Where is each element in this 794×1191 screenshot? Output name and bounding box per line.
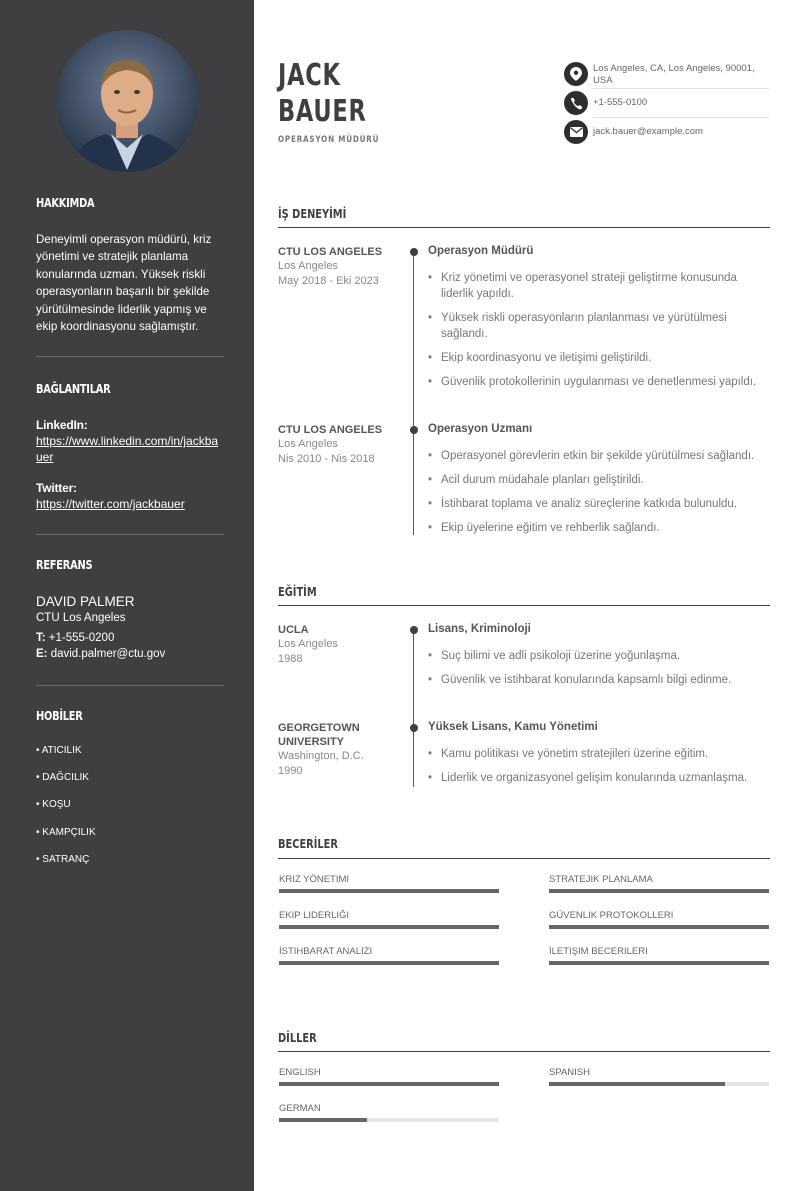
hobby-item: • ATICILIK — [36, 745, 82, 756]
skills-heading: BECERİLER — [278, 837, 338, 851]
reference-heading: REFERANS — [36, 558, 93, 572]
education-timeline — [413, 629, 414, 787]
skill-bar-fill — [549, 961, 769, 965]
education-bullet: • Kamu politikası ve yönetim stratejileri üzerine eğitim. — [428, 746, 768, 762]
skill-bar-fill — [549, 889, 769, 893]
hobby-item: • DAĞCILIK — [36, 772, 89, 783]
job-role: OPERASYON MÜDÜRÜ — [278, 135, 380, 145]
education-bullet: • Suç bilimi ve adli psikoloji üzerine yoğunlaşma. — [428, 648, 768, 664]
timeline-dot — [410, 248, 418, 256]
education-title: Yüksek Lisans, Kamu Yönetimi — [428, 721, 598, 733]
sidebar — [0, 0, 254, 1191]
skill-bar — [279, 925, 499, 929]
reference-phone-label: T: — [36, 632, 46, 644]
skill-label: KRIZ YÖNETIMI — [279, 874, 350, 885]
language-bar — [279, 1082, 499, 1086]
education-dates: 1988 — [278, 653, 303, 665]
timeline-dot — [410, 626, 418, 634]
language-bar — [279, 1118, 499, 1122]
sidebar-divider — [36, 685, 224, 686]
experience-org: CTU LOS ANGELES — [278, 246, 383, 258]
reference-name: DAVID PALMER — [36, 594, 135, 609]
section-divider — [278, 1051, 770, 1052]
skill-label: STRATEJIK PLANLAMA — [549, 874, 653, 885]
skill-bar-fill — [279, 889, 499, 893]
timeline-dot — [410, 724, 418, 732]
experience-title: Operasyon Uzmanı — [428, 423, 533, 435]
skill-bar — [549, 961, 769, 965]
experience-bullet: • Ekip koordinasyonu ve iletişimi geliştirildi. — [428, 350, 768, 366]
experience-bullet: • Güvenlik protokollerinin uygulanması ve denetlenmesi yapıldı. — [428, 374, 768, 390]
twitter-link[interactable]: https://twitter.com/jackbauer — [36, 497, 185, 511]
reference-phone — [36, 632, 114, 644]
language-bar-fill — [279, 1118, 367, 1122]
sidebar-divider — [36, 356, 224, 357]
education-title: Lisans, Kriminoloji — [428, 623, 531, 635]
hobbies-heading: HOBİLER — [36, 709, 83, 723]
education-org: GEORGETOWN UNIVERSITY — [278, 722, 360, 748]
email-icon — [564, 120, 588, 144]
education-bullet: • Liderlik ve organizasyonel gelişim konularında uzmanlaşma. — [428, 770, 768, 786]
sidebar-divider — [36, 534, 224, 535]
about-heading: HAKKIMDA — [36, 196, 95, 210]
language-bar-fill — [279, 1082, 499, 1086]
skill-label: İSTIHBARAT ANALIZI — [279, 946, 373, 957]
skill-bar-fill — [549, 925, 769, 929]
skill-bar-fill — [279, 925, 499, 929]
reference-phone-value: +1-555-0200 — [48, 632, 115, 644]
experience-location: Los Angeles — [278, 260, 338, 272]
timeline-dot — [410, 426, 418, 434]
hobby-item: • KAMPÇILIK — [36, 827, 96, 838]
section-divider — [278, 858, 770, 859]
experience-dates: Nis 2010 - Nis 2018 — [278, 453, 375, 465]
education-heading: EĞİTİM — [278, 585, 317, 599]
experience-location: Los Angeles — [278, 438, 338, 450]
experience-bullet: • Kriz yönetimi ve operasyonel strateji geliştirme konusunda liderlik yapıldı. — [428, 270, 768, 302]
education-location: Los Angeles — [278, 638, 338, 650]
language-bar-fill — [549, 1082, 725, 1086]
hobby-item: • KOŞU — [36, 799, 71, 810]
reference-email — [36, 648, 165, 660]
twitter-label: Twitter: — [36, 481, 77, 495]
location-icon — [564, 62, 588, 86]
experience-title: Operasyon Müdürü — [428, 245, 534, 257]
section-divider — [278, 605, 770, 606]
experience-bullet: • İstihbarat toplama ve analiz süreçlerine katkıda bulunuldu. — [428, 496, 768, 512]
contact-divider — [593, 117, 769, 118]
experience-bullet: • Operasyonel görevlerin etkin bir şekilde yürütülmesi sağlandı. — [428, 448, 768, 464]
reference-email-value: david.palmer@ctu.gov — [50, 648, 166, 660]
linkedin-link[interactable]: https://www.linkedin.com/in/jackbauer — [36, 434, 219, 464]
phone-icon — [564, 91, 588, 115]
skill-bar-fill — [279, 961, 499, 965]
experience-heading: İŞ DENEYİMİ — [278, 207, 347, 221]
section-divider — [278, 227, 770, 228]
language-label: GERMAN — [279, 1103, 321, 1114]
skill-bar — [279, 889, 499, 893]
skill-label: EKIP LIDERLIĞI — [279, 910, 350, 921]
hobby-item: • SATRANÇ — [36, 854, 90, 865]
language-label: SPANISH — [549, 1067, 591, 1078]
linkedin-label: LinkedIn: — [36, 418, 88, 432]
about-text: Deneyimli operasyon müdürü, kriz yönetimi ve stratejik planlama konularında uzman. Yüksek riskli operasyonların başarılı bir şekilde yürütülmesinde liderlik yapmış ve ekip koordinasyonu sağlamıştır. — [36, 233, 212, 334]
experience-dates: May 2018 - Eki 2023 — [278, 275, 379, 287]
languages-heading: DİLLER — [278, 1031, 317, 1045]
first-name: JACK — [278, 58, 341, 93]
last-name: BAUER — [278, 94, 367, 129]
contact-address: Los Angeles, CA, Los Angeles, 90001, USA — [593, 63, 755, 86]
experience-bullet: • Acil durum müdahale planları geliştirildi. — [428, 472, 768, 488]
experience-bullet: • Ekip üyelerine eğitim ve rehberlik sağlandı. — [428, 520, 768, 536]
reference-org: CTU Los Angeles — [36, 612, 126, 624]
profile-photo — [56, 30, 198, 172]
contact-email: jack.bauer@example.com — [593, 126, 703, 137]
education-location: Washington, D.C. — [278, 750, 364, 762]
language-bar — [549, 1082, 769, 1086]
skill-label: GÜVENLIK PROTOKOLLERI — [549, 910, 674, 921]
contact-phone: +1-555-0100 — [593, 97, 648, 108]
skill-label: İLETIŞIM BECERILERI — [549, 946, 648, 957]
experience-org: CTU LOS ANGELES — [278, 424, 383, 436]
education-bullet: • Güvenlik ve istihbarat konularında kapsamlı bilgi edinme. — [428, 672, 768, 688]
experience-timeline — [413, 251, 414, 535]
links-heading: BAĞLANTILAR — [36, 382, 111, 396]
skill-bar — [549, 889, 769, 893]
contact-divider — [593, 88, 769, 89]
skill-bar — [549, 925, 769, 929]
education-dates: 1990 — [278, 765, 303, 777]
skill-bar — [279, 961, 499, 965]
education-org: UCLA — [278, 624, 309, 636]
reference-email-label: E: — [36, 648, 48, 660]
language-label: ENGLISH — [279, 1067, 321, 1078]
experience-bullet: • Yüksek riskli operasyonların planlanması ve yürütülmesi sağlandı. — [428, 310, 768, 342]
